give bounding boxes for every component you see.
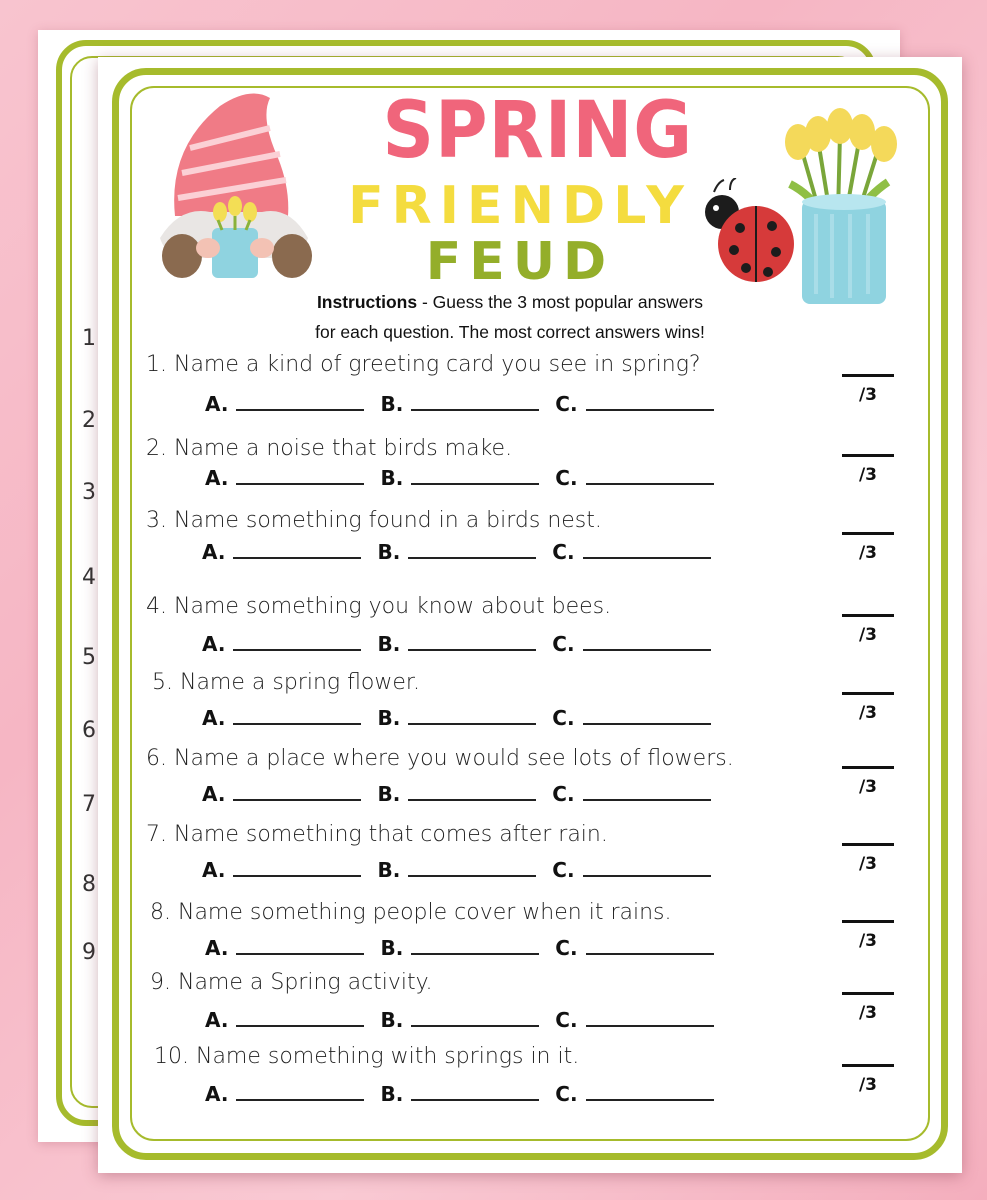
answer-blank-b[interactable] [408, 785, 536, 801]
answer-blank-a[interactable] [233, 785, 361, 801]
question-7: 7. Name something that comes after rain. [146, 822, 608, 847]
answer-blank-b[interactable] [408, 635, 536, 651]
answer-label-b: B. [377, 632, 401, 656]
score-line [842, 454, 894, 457]
answer-label-b: B. [380, 466, 404, 490]
answer-label-a: A. [205, 1082, 229, 1106]
answer-blank-c[interactable] [586, 469, 714, 485]
answer-blank-a[interactable] [236, 469, 364, 485]
answer-blank-a[interactable] [236, 1011, 364, 1027]
answer-label-b: B. [380, 1008, 404, 1032]
score-denominator: /3 [858, 854, 878, 874]
score-2[interactable] [840, 454, 896, 485]
title-feud: FEUD [425, 232, 615, 292]
score-9[interactable] [840, 992, 896, 1023]
answer-blank-b[interactable] [411, 1011, 539, 1027]
answer-label-c: C. [552, 706, 575, 730]
answer-blank-b[interactable] [411, 939, 539, 955]
answer-row-1[interactable] [205, 392, 730, 416]
answer-label-b: B. [377, 782, 401, 806]
score-7[interactable] [840, 843, 896, 874]
answer-label-b: B. [377, 540, 401, 564]
score-line [842, 1064, 894, 1067]
back-number-9: 9 [82, 940, 96, 965]
score-8[interactable] [840, 920, 896, 951]
answer-blank-c[interactable] [586, 395, 714, 411]
answer-blank-a[interactable] [233, 709, 361, 725]
score-line [842, 614, 894, 617]
instructions-text: - Guess the 3 most popular answers [417, 292, 704, 312]
instructions-label: Instructions [316, 292, 418, 312]
question-9: 9. Name a Spring activity. [150, 970, 433, 995]
answer-blank-a[interactable] [236, 939, 364, 955]
answer-blank-c[interactable] [586, 1011, 714, 1027]
title-friendly: FRIENDLY [348, 176, 692, 236]
score-denominator: /3 [858, 1003, 878, 1023]
answer-row-8[interactable] [205, 936, 730, 960]
instructions [290, 287, 730, 347]
answer-blank-b[interactable] [408, 709, 536, 725]
back-number-8: 8 [82, 872, 96, 897]
question-10: 10. Name something with springs in it. [154, 1044, 580, 1069]
answer-label-c: C. [552, 632, 575, 656]
answer-label-c: C. [555, 1008, 578, 1032]
answer-label-b: B. [380, 1082, 404, 1106]
answer-label-a: A. [202, 858, 226, 882]
answer-row-3[interactable] [202, 540, 727, 564]
answer-row-10[interactable] [205, 1082, 730, 1106]
score-denominator: /3 [858, 703, 878, 723]
answer-row-4[interactable] [202, 632, 727, 656]
answer-blank-c[interactable] [586, 1085, 714, 1101]
question-3: 3. Name something found in a birds nest. [146, 508, 602, 533]
gnome-icon [150, 88, 320, 288]
score-denominator: /3 [858, 625, 878, 645]
answer-blank-b[interactable] [408, 543, 536, 559]
score-4[interactable] [840, 614, 896, 645]
answer-label-b: B. [380, 936, 404, 960]
answer-blank-a[interactable] [233, 543, 361, 559]
answer-blank-a[interactable] [236, 1085, 364, 1101]
answer-blank-a[interactable] [233, 635, 361, 651]
back-number-1: 1 [82, 326, 96, 351]
back-number-4: 4 [82, 565, 96, 590]
score-denominator: /3 [858, 1075, 878, 1095]
score-line [842, 532, 894, 535]
score-denominator: /3 [858, 465, 878, 485]
answer-label-c: C. [552, 540, 575, 564]
back-number-3: 3 [82, 480, 96, 505]
score-denominator: /3 [858, 777, 878, 797]
question-8: 8. Name something people cover when it rains. [150, 900, 672, 925]
answer-blank-a[interactable] [233, 861, 361, 877]
score-denominator: /3 [858, 385, 878, 405]
answer-blank-c[interactable] [583, 861, 711, 877]
score-1[interactable] [840, 374, 896, 405]
answer-label-a: A. [202, 706, 226, 730]
question-4: 4. Name something you know about bees. [146, 594, 612, 619]
score-10[interactable] [840, 1064, 896, 1095]
answer-blank-b[interactable] [408, 861, 536, 877]
answer-label-b: B. [377, 858, 401, 882]
answer-label-c: C. [555, 466, 578, 490]
answer-row-9[interactable] [205, 1008, 730, 1032]
instructions-line2: for each question. The most correct answers wins! [315, 322, 705, 342]
score-line [842, 766, 894, 769]
answer-label-c: C. [552, 782, 575, 806]
answer-label-a: A. [202, 782, 226, 806]
question-6: 6. Name a place where you would see lots of flowers. [146, 746, 734, 771]
instructions-line1 [290, 287, 730, 317]
score-denominator: /3 [858, 543, 878, 563]
back-number-6: 6 [82, 718, 96, 743]
score-3[interactable] [840, 532, 896, 563]
answer-blank-b[interactable] [411, 1085, 539, 1101]
answer-blank-c[interactable] [583, 543, 711, 559]
question-5: 5. Name a spring flower. [152, 670, 420, 695]
tulip-vase-icon [770, 104, 910, 310]
answer-label-a: A. [205, 466, 229, 490]
answer-label-b: B. [380, 392, 404, 416]
answer-blank-c[interactable] [583, 785, 711, 801]
answer-label-c: C. [552, 858, 575, 882]
score-line [842, 920, 894, 923]
answer-row-7[interactable] [202, 858, 727, 882]
score-denominator: /3 [858, 931, 878, 951]
score-line [842, 374, 894, 377]
answer-blank-c[interactable] [583, 709, 711, 725]
answer-label-a: A. [202, 632, 226, 656]
answer-label-a: A. [202, 540, 226, 564]
answer-label-c: C. [555, 1082, 578, 1106]
answer-blank-b[interactable] [411, 395, 539, 411]
answer-blank-b[interactable] [411, 469, 539, 485]
answer-row-5[interactable] [202, 706, 727, 730]
score-line [842, 843, 894, 846]
answer-row-2[interactable] [205, 466, 730, 490]
back-number-2: 2 [82, 408, 96, 433]
answer-label-a: A. [205, 392, 229, 416]
answer-blank-c[interactable] [583, 635, 711, 651]
question-2: 2. Name a noise that birds make. [146, 436, 513, 461]
score-5[interactable] [840, 692, 896, 723]
score-line [842, 992, 894, 995]
answer-label-b: B. [377, 706, 401, 730]
answer-blank-c[interactable] [586, 939, 714, 955]
answer-blank-a[interactable] [236, 395, 364, 411]
answer-label-a: A. [205, 936, 229, 960]
title-spring: SPRING [382, 86, 694, 176]
score-line [842, 692, 894, 695]
question-1: 1. Name a kind of greeting card you see in spring? [146, 352, 701, 377]
answer-label-c: C. [555, 392, 578, 416]
back-number-7: 7 [82, 792, 96, 817]
answer-row-6[interactable] [202, 782, 727, 806]
answer-label-a: A. [205, 1008, 229, 1032]
score-6[interactable] [840, 766, 896, 797]
answer-label-c: C. [555, 936, 578, 960]
back-number-5: 5 [82, 645, 96, 670]
